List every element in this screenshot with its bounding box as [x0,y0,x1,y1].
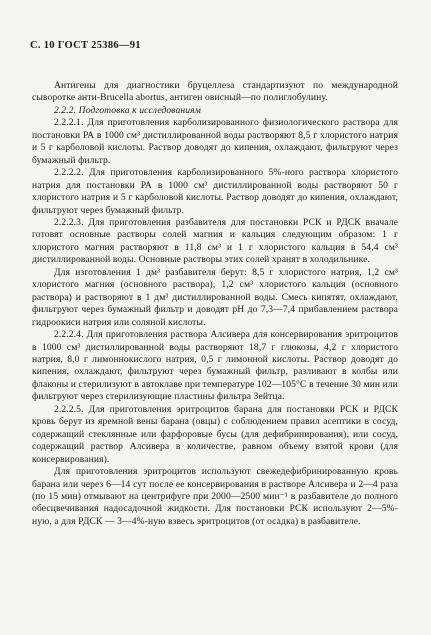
paragraph-intro: Антигены для диагностики бруцеллеза стандартизуют по международной сыворотке анти-Brucella abortus, антиген овисный—по полиглобулину. [32,80,398,104]
section-heading-2-2-2: 2.2.2. Подготовка к исследованиям [54,104,201,116]
paragraph-2-2-2-5: 2.2.2.5. Для приготовления эритроцитов барана для постановки РСК и РДСК кровь берут из яремной вены барана (овцы) с соблюдением правил асептики в сосуд, содержащий стеклянные или фарфоровые бусы (для дефибринирования), или сосуд, содержащий раствор Алсивера в количестве, равном объему взятой крови (для консервирования). [32,403,398,465]
document-body [32,80,398,528]
paragraph-final: Для приготовления эритроцитов используют свежедефибринированную кровь барана или через 6—14 сут после ее консервирования в растворе Алсивера и 2—4 раза (по 15 мин) отмывают на центрифуге при 2000—2500 мин⁻¹ в разбавителе до полного обесцвечивания надосадочной жидкости. Для постановки РСК используют 2—5%-ную, а для РДСК — 3—4%-ную взвесь эритроцитов (от осадка) в разбавителе. [32,466,398,527]
paragraph-2-2-2-3: 2.2.2.3. Для приготовления разбавителя для постановки РСК и РДСК вначале готовят основные растворы солей магния и кальция следующим образом: 1 г хлористого магния растворяют в 11,8 см³ и 1 г хлористого кальция в 54,4 см³ дистиллированной воды. Основные растворы этих солей хранят в холодильнике. [32,216,398,266]
paragraph-2-2-2-4: 2.2.2.4. Для приготовления раствора Алсивера для консервирования эритроцитов в 1000 см³ дистиллированной воды растворяют 18,7 г глюкозы, 4,2 г хлористого натрия, 8,0 г лимоннокислого натрия, 0,5 г лимонной кислоты. Раствор доводят до кипения, охлаждают, фильтруют через бумажный фильтр, разливают в колбы или флаконы и стерилизуют в автоклаве при температуре 102—105°С в течение 30 мин или фильтруют через стерилизующие пластины фильтра Зейтца. [32,329,398,403]
paragraph-2-2-2-1: 2.2.2.1. Для приготовления карболизированного физиологического раствора для постановки РА в 1000 см³ дистиллированной воды растворяют 8,5 г хлористого натрия и 5 г карболовой кислоты. Раствор доводят до кипения, охлаждают, фильтруют через бумажный фильтр. [32,117,398,166]
paragraph-2-2-2-2: 2.2.2.2. Для приготовления карболизированного 5%-ного раствора хлористого натрия для постановки РА в 1000 см³ дистиллированной воды растворяют 50 г хлористого натрия и 5 г карболовой кислоты. Раствор доводят до кипения, охлаждают, фильтруют через бумажный фильтр. [32,167,398,216]
page-header: С. 10 ГОСТ 25386—91 [30,40,141,51]
paragraph-2-2-2-3-continued: Для изготовления 1 дм³ разбавителя берут: 8,5 г хлористого натрия, 1,2 см³ хлористого магния (основного раствора), 1,2 см³ хлористого кальция (основного раствора) и растворяют в 1 дм³ дистиллированной воды. Смесь кипятят, охлаждают, фильтруют через бумажный фильтр и доводят рН до 7,3—7,4 прибавлением раствора гидроокиси натрия или соляной кислоты. [32,266,398,328]
